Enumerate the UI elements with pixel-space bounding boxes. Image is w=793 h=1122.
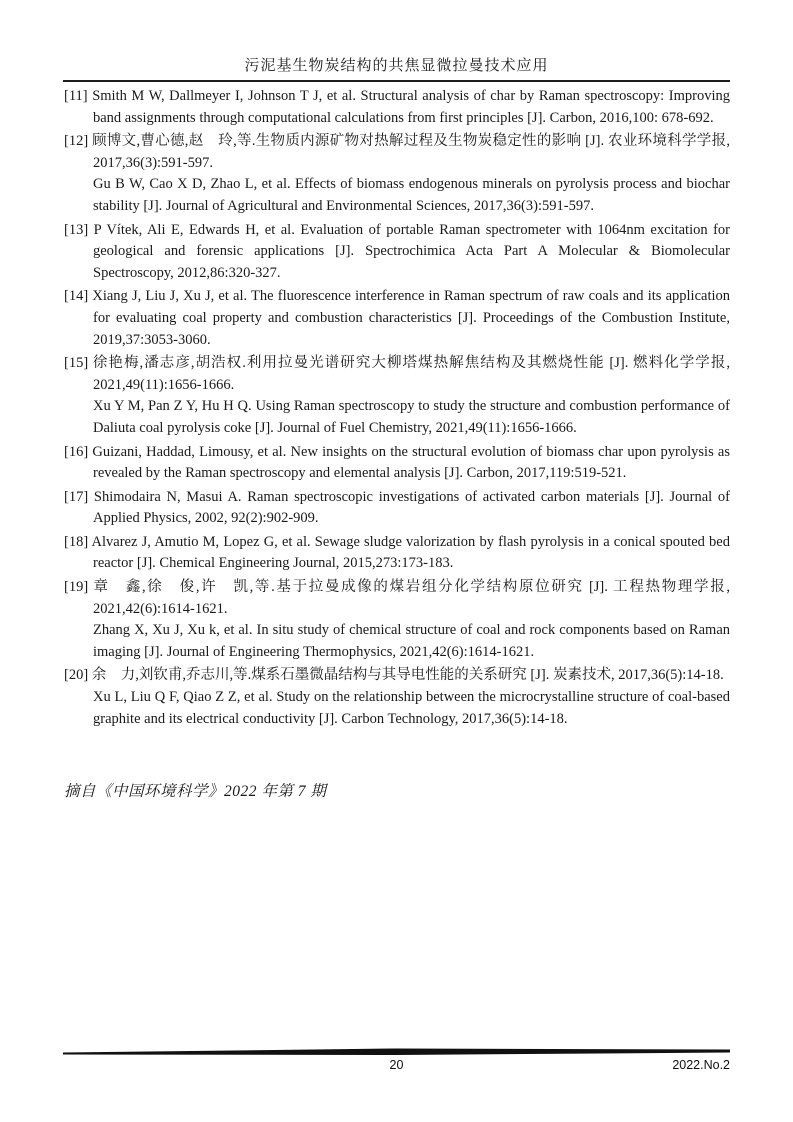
reference-main	[64, 577, 730, 620]
reference-main	[64, 220, 730, 285]
reference-text: 顾博文,曹心德,赵 玲,等.生物质内源矿物对热解过程及生物炭稳定性的影响 [J]. 农业环境科学学报, 2017,36(3):591-597.	[92, 133, 731, 171]
reference-main	[64, 532, 730, 575]
reference-label: [16]	[64, 443, 89, 460]
reference-text: 章 鑫,徐 俊,许 凯,等.基于拉曼成像的煤岩组分化学结构原位研究 [J]. 工程热物理学报, 2021,42(6):1614-1621.	[93, 579, 731, 617]
reference-text: Smith M W, Dallmeyer I, Johnson T J, et al. Structural analysis of char by Raman spectroscopy: Improving band assignments through computational calculations from first principles [J]. Carbon, 2016,100: 678-692.	[92, 88, 730, 126]
reference-entry	[64, 220, 730, 285]
reference-main	[64, 86, 730, 129]
reference-main	[64, 353, 730, 396]
source-note: 摘自《中国环境科学》2022 年第 7 期	[64, 783, 327, 800]
reference-label: [17]	[64, 488, 89, 505]
reference-entry	[64, 131, 730, 217]
reference-entry	[64, 286, 730, 351]
reference-text: P Vítek, Ali E, Edwards H, et al. Evaluation of portable Raman spectrometer with 1064nm excitation for geological and forensic applications [J]. Spectrochimica Acta Part A Molecular & Biomolecular Spectroscopy, 2012,86:320-327.	[93, 221, 731, 281]
reference-label: [13]	[64, 221, 89, 238]
references-list	[64, 86, 730, 732]
reference-text: 徐艳梅,潘志彦,胡浩权.利用拉曼光谱研究大柳塔煤热解焦结构及其燃烧性能 [J]. 燃料化学学报, 2021,49(11):1656-1666.	[92, 355, 731, 393]
page-number: 20	[389, 1058, 404, 1072]
reference-label: [18]	[64, 533, 89, 550]
reference-label: [19]	[64, 579, 89, 596]
reference-translation: Xu Y M, Pan Z Y, Hu H Q. Using Raman spectroscopy to study the structure and combustion performance of Daliuta coal pyrolysis coke [J]. Journal of Fuel Chemistry, 2021,49(11):1656-1666.	[93, 398, 730, 436]
tapered-rule-shape	[63, 1048, 730, 1056]
reference-entry	[64, 442, 730, 485]
reference-translation: Xu L, Liu Q F, Qiao Z Z, et al. Study on the relationship between the microcrystalline structure of coal-based graphite and its electrical conductivity [J]. Carbon Technology, 2017,36(5):14-18.	[93, 689, 730, 727]
footer-divider-rule	[63, 1048, 730, 1056]
reference-entry	[64, 353, 730, 439]
page-title: 污泥基生物炭结构的共焦显微拉曼技术应用	[63, 54, 730, 82]
reference-text: Alvarez J, Amutio M, Lopez G, et al. Sewage sludge valorization by flash pyrolysis in a conical spouted bed reactor [J]. Chemical Engineering Journal, 2015,273:173-183.	[91, 533, 730, 572]
reference-label: [20]	[64, 667, 89, 684]
reference-entry	[64, 86, 730, 129]
reference-label: [15]	[64, 355, 89, 372]
reference-entry	[64, 665, 730, 730]
reference-main	[64, 131, 730, 174]
reference-translation: Zhang X, Xu J, Xu k, et al. In situ study of chemical structure of coal and rock components based on Raman imaging [J]. Journal of Engineering Thermophysics, 2021,42(6):1614-1621.	[93, 622, 730, 660]
reference-main	[64, 286, 730, 351]
reference-entry	[64, 532, 730, 575]
reference-translation: Gu B W, Cao X D, Zhao L, et al. Effects of biomass endogenous minerals on pyrolysis process and biochar stability [J]. Journal of Agricultural and Environmental Sciences, 2017,36(3):591-597.	[93, 176, 730, 214]
reference-text: Shimodaira N, Masui A. Raman spectroscopic investigations of activated carbon materials [J]. Journal of Applied Physics, 2002, 92(2):902-909.	[93, 488, 730, 527]
reference-main	[64, 665, 730, 687]
reference-text: 余 力,刘钦甫,乔志川,等.煤系石墨微晶结构与其导电性能的关系研究 [J]. 炭素技术, 2017,36(5):14-18.	[91, 667, 724, 684]
reference-label: [11]	[64, 88, 88, 104]
reference-main	[64, 442, 730, 485]
reference-text: Xiang J, Liu J, Xu J, et al. The fluorescence interference in Raman spectrum of raw coals and its application for evaluating coal property and combustion characteristics [J]. Proceedings of the Combustion Institute, 2019,37:3053-3060.	[92, 288, 731, 348]
reference-text: Guizani, Haddad, Limousy, et al. New insights on the structural evolution of biomass char upon pyrolysis as revealed by the Raman spectroscopy and elemental analysis [J]. Carbon, 2017,119:519-521.	[92, 443, 731, 482]
reference-label: [14]	[64, 288, 89, 305]
reference-entry	[64, 577, 730, 663]
reference-entry	[64, 487, 730, 530]
reference-main	[64, 487, 730, 530]
issue-number: 2022.No.2	[672, 1058, 730, 1072]
reference-label: [12]	[64, 133, 89, 150]
